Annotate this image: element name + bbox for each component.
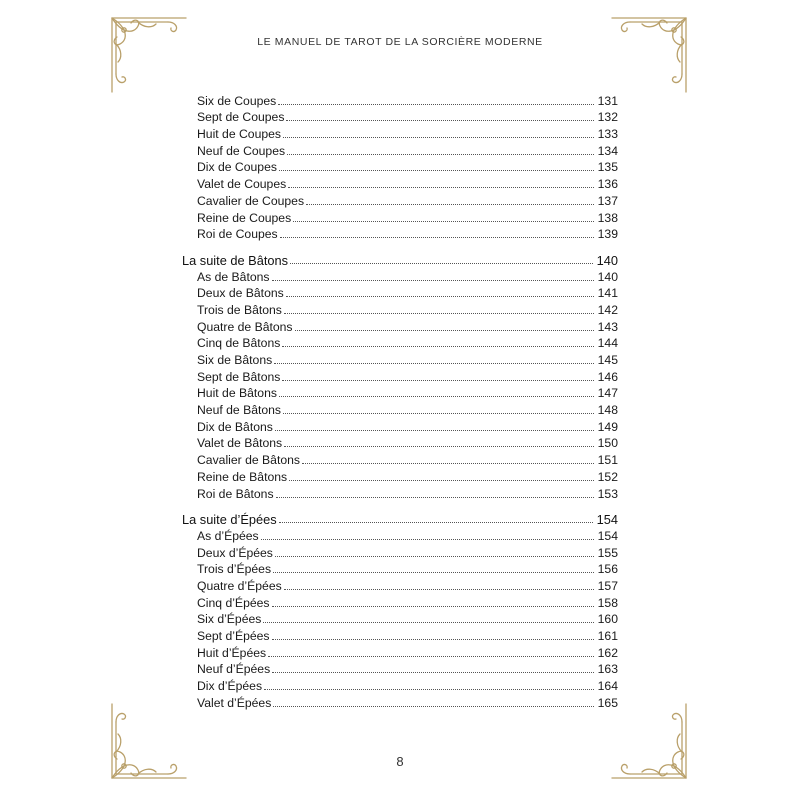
dot-leader bbox=[280, 236, 594, 238]
dot-leader bbox=[276, 496, 594, 498]
toc-entry[interactable] bbox=[182, 661, 618, 678]
toc-entry[interactable] bbox=[182, 544, 618, 561]
toc-entry[interactable] bbox=[182, 677, 618, 694]
entry-label: As de Bâtons bbox=[197, 269, 270, 284]
entry-page-number: 151 bbox=[597, 453, 618, 468]
entry-page-number: 140 bbox=[596, 252, 618, 268]
entry-page-number: 149 bbox=[597, 419, 618, 434]
entry-page-number: 155 bbox=[597, 545, 618, 560]
entry-label: Sept de Bâtons bbox=[197, 369, 281, 384]
page-number: 8 bbox=[396, 754, 404, 769]
entry-label: Huit de Coupes bbox=[197, 127, 282, 142]
entry-label: Sept de Coupes bbox=[197, 110, 285, 125]
entry-page-number: 157 bbox=[597, 578, 618, 593]
entry-label: Deux d’Épées bbox=[197, 545, 273, 560]
entry-page-number: 132 bbox=[597, 110, 618, 125]
entry-page-number: 138 bbox=[597, 210, 618, 225]
entry-page-number: 135 bbox=[597, 160, 618, 175]
entry-page-number: 131 bbox=[597, 93, 618, 108]
entry-label: Quatre de Bâtons bbox=[197, 319, 293, 334]
toc-entry[interactable] bbox=[182, 268, 618, 285]
entry-label: Neuf d’Épées bbox=[197, 662, 271, 677]
dot-leader bbox=[283, 412, 594, 414]
corner-ornament-top-left bbox=[108, 14, 190, 96]
entry-page-number: 164 bbox=[597, 679, 618, 694]
dot-leader bbox=[273, 571, 594, 573]
toc-entry[interactable] bbox=[182, 92, 618, 109]
toc-entry[interactable] bbox=[182, 644, 618, 661]
ornament-icon bbox=[108, 14, 190, 96]
dot-leader bbox=[263, 621, 593, 623]
entry-page-number: 161 bbox=[597, 629, 618, 643]
corner-ornament-top-right bbox=[608, 14, 690, 96]
dot-leader bbox=[287, 153, 594, 155]
entry-label: Deux de Bâtons bbox=[197, 286, 284, 301]
entry-page-number: 152 bbox=[597, 469, 618, 484]
toc-entry[interactable] bbox=[182, 209, 618, 226]
entry-page-number: 162 bbox=[597, 645, 618, 660]
entry-page-number: 143 bbox=[597, 319, 618, 334]
dot-leader bbox=[284, 312, 594, 314]
entry-page-number: 156 bbox=[597, 562, 618, 577]
entry-page-number: 134 bbox=[597, 143, 618, 158]
entry-label: Cavalier de Bâtons bbox=[197, 453, 300, 468]
dot-leader bbox=[306, 203, 594, 205]
entry-label: Reine de Coupes bbox=[197, 210, 292, 225]
toc-entry[interactable] bbox=[182, 125, 618, 142]
entry-page-number: 144 bbox=[597, 336, 618, 351]
entry-label: La suite de Bâtons bbox=[182, 252, 289, 268]
dot-leader bbox=[284, 588, 594, 590]
entry-page-number: 136 bbox=[597, 177, 618, 192]
entry-page-number: 146 bbox=[597, 369, 618, 384]
running-header: LE MANUEL DE TAROT DE LA SORCIÈRE MODERNE bbox=[257, 36, 543, 48]
entry-label: Valet de Bâtons bbox=[197, 436, 283, 451]
toc-entry[interactable] bbox=[182, 435, 618, 452]
toc-entry[interactable] bbox=[182, 368, 618, 385]
entry-label: Roi de Bâtons bbox=[197, 486, 274, 501]
entry-page-number: 140 bbox=[597, 269, 618, 284]
toc-entry[interactable] bbox=[182, 627, 618, 644]
entry-page-number: 154 bbox=[596, 512, 618, 528]
entry-page-number: 145 bbox=[597, 353, 618, 367]
dot-leader bbox=[283, 136, 594, 138]
toc-entry[interactable] bbox=[182, 385, 618, 402]
dot-leader bbox=[272, 279, 594, 281]
toc-entry[interactable] bbox=[182, 159, 618, 176]
dot-leader bbox=[289, 479, 594, 481]
entry-page-number: 137 bbox=[597, 193, 618, 208]
toc-entry[interactable] bbox=[182, 594, 618, 611]
entry-label: Cinq de Bâtons bbox=[197, 336, 281, 351]
dot-leader bbox=[282, 379, 593, 381]
toc-entry[interactable] bbox=[182, 301, 618, 318]
toc-entry[interactable] bbox=[182, 451, 618, 468]
dot-leader bbox=[278, 103, 593, 105]
ornament-icon bbox=[108, 700, 190, 782]
dot-leader bbox=[286, 295, 594, 297]
table-of-contents bbox=[182, 92, 618, 711]
entry-page-number: 163 bbox=[597, 662, 618, 677]
toc-entry[interactable] bbox=[182, 418, 618, 435]
entry-page-number: 139 bbox=[597, 227, 618, 242]
entry-page-number: 165 bbox=[597, 695, 618, 710]
entry-label: Neuf de Coupes bbox=[197, 143, 286, 158]
coupes-entries bbox=[182, 92, 618, 242]
toc-entry[interactable] bbox=[182, 561, 618, 578]
entry-label: Six de Coupes bbox=[197, 93, 277, 108]
entry-page-number: 153 bbox=[597, 486, 618, 501]
dot-leader bbox=[275, 555, 594, 557]
entry-page-number: 150 bbox=[597, 436, 618, 451]
toc-entry[interactable] bbox=[182, 468, 618, 485]
toc-entry[interactable] bbox=[182, 351, 618, 368]
dot-leader bbox=[272, 605, 594, 607]
entry-label: La suite d’Épées bbox=[182, 512, 277, 528]
entry-label: Six d’Épées bbox=[197, 612, 262, 627]
dot-leader bbox=[273, 705, 593, 707]
dot-leader bbox=[275, 429, 594, 431]
dot-leader bbox=[264, 688, 594, 690]
toc-entry[interactable] bbox=[182, 335, 618, 352]
entry-label: Cavalier de Coupes bbox=[197, 193, 305, 208]
ornament-icon bbox=[608, 700, 690, 782]
dot-leader bbox=[274, 362, 593, 364]
corner-ornament-bottom-right bbox=[608, 700, 690, 782]
entry-label: Trois d’Épées bbox=[197, 562, 272, 577]
toc-entry[interactable] bbox=[182, 109, 618, 126]
dot-leader bbox=[268, 655, 594, 657]
dot-leader bbox=[272, 671, 593, 673]
toc-entry[interactable] bbox=[182, 694, 618, 711]
dot-leader bbox=[282, 345, 593, 347]
toc-entry[interactable] bbox=[182, 318, 618, 335]
toc-entry[interactable] bbox=[182, 485, 618, 502]
entry-label: As d’Épées bbox=[197, 528, 259, 543]
entry-label: Dix de Bâtons bbox=[197, 419, 273, 434]
dot-leader bbox=[290, 262, 593, 264]
entry-label: Valet d’Épées bbox=[197, 695, 272, 710]
entry-label: Roi de Coupes bbox=[197, 227, 278, 242]
toc-entry[interactable] bbox=[182, 611, 618, 628]
entry-label: Huit d’Épées bbox=[197, 645, 267, 660]
dot-leader bbox=[286, 119, 593, 121]
epees-entries bbox=[182, 527, 618, 711]
toc-entry[interactable] bbox=[182, 226, 618, 243]
entry-label: Trois de Bâtons bbox=[197, 302, 282, 317]
dot-leader bbox=[288, 186, 593, 188]
entry-page-number: 160 bbox=[597, 612, 618, 627]
entry-page-number: 148 bbox=[597, 403, 618, 418]
entry-label: Reine de Bâtons bbox=[197, 469, 288, 484]
entry-label: Valet de Coupes bbox=[197, 177, 287, 192]
entry-label: Six de Bâtons bbox=[197, 353, 273, 367]
corner-ornament-bottom-left bbox=[108, 700, 190, 782]
toc-entry[interactable] bbox=[182, 285, 618, 302]
toc-entry[interactable] bbox=[182, 175, 618, 192]
dot-leader bbox=[261, 538, 594, 540]
entry-label: Cinq d’Épées bbox=[197, 595, 270, 610]
entry-page-number: 147 bbox=[597, 386, 618, 401]
entry-label: Dix d’Épées bbox=[197, 679, 263, 694]
section-entry-batons[interactable] bbox=[182, 251, 618, 268]
toc-entry[interactable] bbox=[182, 401, 618, 418]
batons-entries bbox=[182, 268, 618, 502]
toc-entry[interactable] bbox=[182, 577, 618, 594]
entry-label: Huit de Bâtons bbox=[197, 386, 277, 401]
dot-leader bbox=[284, 445, 594, 447]
entry-page-number: 154 bbox=[597, 528, 618, 543]
toc-entry[interactable] bbox=[182, 142, 618, 159]
ornament-icon bbox=[608, 14, 690, 96]
toc-entry[interactable] bbox=[182, 527, 618, 544]
dot-leader bbox=[293, 220, 593, 222]
entry-page-number: 158 bbox=[597, 595, 618, 610]
dot-leader bbox=[295, 329, 594, 331]
dot-leader bbox=[279, 395, 594, 397]
entry-label: Dix de Coupes bbox=[197, 160, 277, 175]
section-entry-epees[interactable] bbox=[182, 511, 618, 528]
entry-page-number: 133 bbox=[597, 127, 618, 142]
entry-page-number: 142 bbox=[597, 302, 618, 317]
entry-label: Sept d’Épées bbox=[197, 629, 270, 643]
entry-label: Quatre d’Épées bbox=[197, 578, 282, 593]
entry-label: Neuf de Bâtons bbox=[197, 403, 282, 418]
dot-leader bbox=[302, 462, 594, 464]
dot-leader bbox=[279, 169, 594, 171]
entry-page-number: 141 bbox=[597, 286, 618, 301]
dot-leader bbox=[279, 521, 593, 523]
toc-entry[interactable] bbox=[182, 192, 618, 209]
dot-leader bbox=[272, 638, 594, 640]
